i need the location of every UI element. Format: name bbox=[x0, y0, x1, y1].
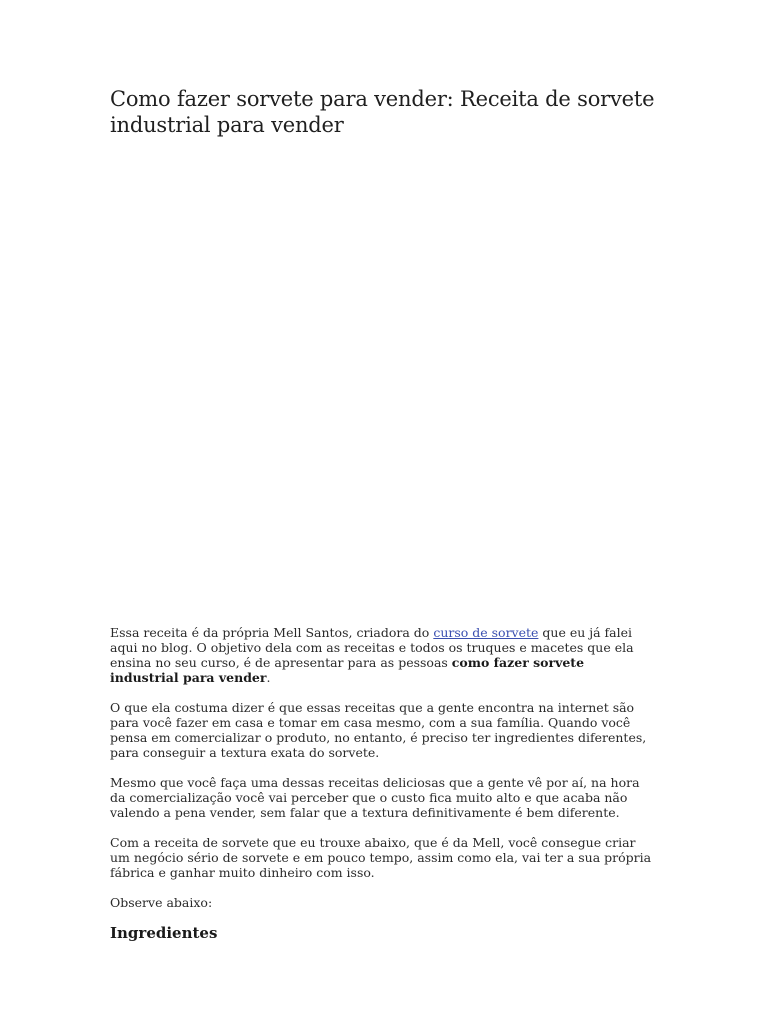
paragraph-3: Mesmo que você faça uma dessas receitas deliciosas que a gente vê por aí, na hora da comercialização você vai perceber que o custo fica muito alto e que acaba não valendo a pena vender, sem falar que a textura definitivamente é bem diferente. bbox=[110, 775, 640, 820]
article-header bbox=[110, 86, 660, 138]
paragraph-2: O que ela costuma dizer é que essas receitas que a gente encontra na internet são para você fazer em casa e tomar em casa mesmo, com a sua família. Quando você pensa em comercializar o produto, no entanto, é preciso ter ingredientes diferentes, para conseguir a textura exata do sorvete. bbox=[110, 700, 647, 760]
paragraph-intro bbox=[110, 625, 655, 685]
paragraph-intro-bold: como fazer sorvete industrial para vender bbox=[110, 655, 585, 685]
paragraph-5: Observe abaixo: bbox=[110, 895, 213, 910]
article-body bbox=[110, 625, 655, 941]
page-title: Como fazer sorvete para vender: Receita de sorvete industrial para vender bbox=[110, 87, 655, 137]
paragraph-intro-text-continued: que eu já falei aqui no blog. O objetivo dela com as receitas e todos os truques e macetes que ela ensina no seu curso, é de apresentar para as pessoas bbox=[110, 625, 634, 670]
course-link[interactable]: curso de sorvete bbox=[433, 625, 539, 640]
paragraph-intro-text: Essa receita é da própria Mell Santos, criadora do bbox=[110, 625, 434, 640]
ingredients-heading: Ingredientes bbox=[110, 924, 218, 942]
paragraph-4: Com a receita de sorvete que eu trouxe abaixo, que é da Mell, você consegue criar um negócio sério de sorvete e em pouco tempo, assim como ela, vai ter a sua própria fábrica e ganhar muito dinheiro com isso. bbox=[110, 835, 652, 880]
paragraph-intro-end: . bbox=[266, 670, 271, 685]
